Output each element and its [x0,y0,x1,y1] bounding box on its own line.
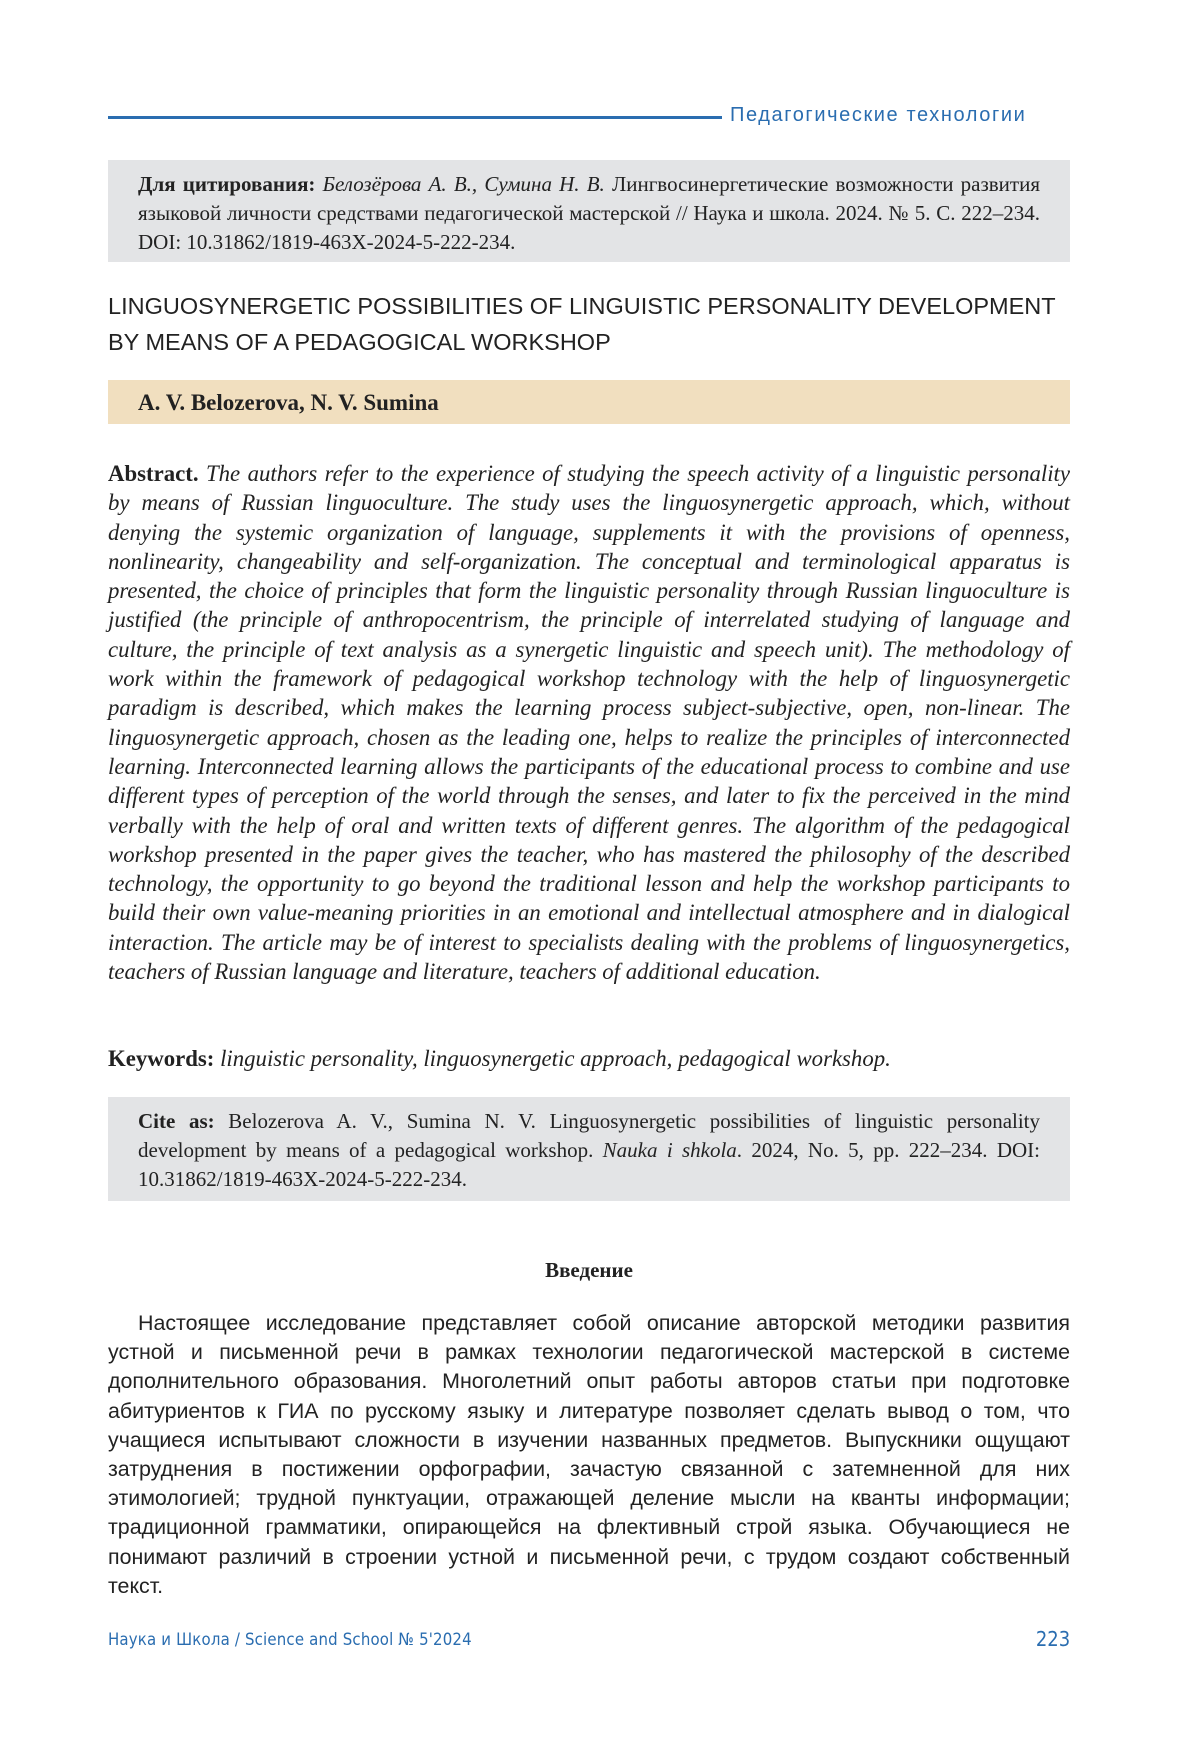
citation-en-label: Cite as: [138,1109,215,1133]
citation-en-text-before: Belozerova A. V., Sumina N. V. Linguosynergetic possibilities of linguistic personality development by means of a pedagogical workshop. [138,1109,1040,1162]
keywords [108,1044,1070,1073]
keywords-label: Keywords: [108,1046,214,1071]
intro-heading: Введение [0,1258,1178,1283]
citation-ru [108,160,1070,262]
abstract-text: The authors refer to the experience of studying the speech activity of a linguistic personality by means of Russian linguoculture. The study uses the linguosynergetic approach, which, without denying the systemic organization of language, supplements it with the provisions of openness, nonlinearity, changeability and self-organization. The conceptual and terminological apparatus is presented, the choice of principles that form the linguistic personality through Russian linguoculture is justified (the principle of anthropocentrism, the principle of interrelated studying of language and culture, the principle of text analysis as a synergetic linguistic and speech unit). The methodology of work within the framework of pedagogical workshop technology with the help of linguosynergetic paradigm is described, which makes the learning process subject-subjective, open, non-linear. The linguosynergetic approach, chosen as the leading one, helps to realize the principles of interconnected learning. Interconnected learning allows the participants of the educational process to combine and use different types of perception of the world through the senses, and later to fix the perceived in the mind verbally with the help of oral and written texts of different genres. The algorithm of the pedagogical workshop presented in the paper gives the teacher, who has mastered the philosophy of the described technology, the opportunity to go beyond the traditional lesson and help the workshop participants to build their own value-meaning priorities in an emotional and intellectual atmosphere and in dialogical interaction. The article may be of interest to specialists dealing with the problems of linguosynergetics, teachers of Russian language and literature, teachers of additional education. [108,461,1070,984]
authors: A. V. Belozerova, N. V. Sumina [108,380,1070,424]
abstract [108,459,1070,986]
abstract-label: Abstract. [108,461,199,486]
citation-en-journal: Nauka i shkola [603,1138,737,1162]
intro-paragraph: Настоящее исследование представляет собой описание авторской методики развития устной и письменной речи в рамках технологии педагогической мастерской в системе дополнительного образования. Многолетний опыт работы авторов статьи при подготовке абитуриентов к ГИА по русскому языку и литературе позволяет сделать вывод о том, что учащиеся испытывают сложности в изучении названных предметов. Выпускники ощущают затруднения в постижении орфографии, зачастую связанной с затемненной для них этимологией; трудной пунктуации, отражающей деление мысли на кванты информации; традиционной грамматики, опирающейся на флективный строй языка. Обучающиеся не понимают различий в строении устной и письменной речи, с трудом создают собственный текст. [108,1309,1070,1601]
footer-journal: Наука и Школа / Science and School № 5'2024 [108,1630,472,1650]
section-name: Педагогические технологии [730,104,1026,127]
keywords-text: linguistic personality, linguosynergetic approach, pedagogical workshop. [220,1046,891,1071]
citation-en-text-after: . 2024, No. 5, pp. 222–234. DOI: 10.31862/1819-463X-2024-5-222-234. [138,1138,1040,1191]
article-title: LINGUOSYNERGETIC POSSIBILITIES OF LINGUISTIC PERSONALITY DEVELOPMENT BY MEANS OF A PEDAGOGICAL WORKSHOP [108,288,1070,360]
citation-ru-label: Для цитирования: [138,172,315,196]
citation-ru-text: Лингвосинергетические возможности развития языковой личности средствами педагогической мастерской // Наука и школа. 2024. № 5. С. 222–234. DOI: 10.31862/1819-463Х-2024-5-222-234. [138,172,1040,254]
citation-ru-authors: Белозёрова А. В., Сумина Н. В. [323,172,605,196]
citation-en [108,1097,1070,1201]
header-rule [108,116,722,119]
page-number: 223 [1036,1627,1070,1651]
